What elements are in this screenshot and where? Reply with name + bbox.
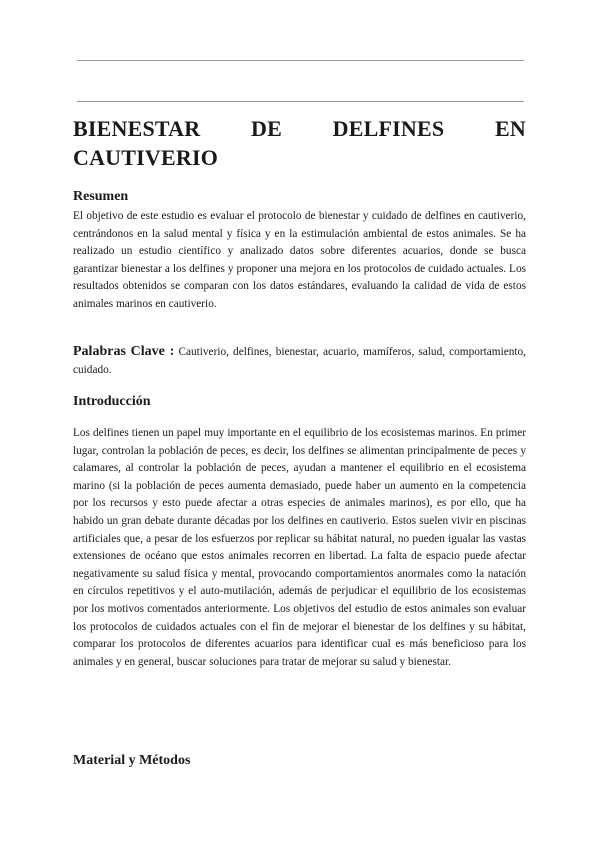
header-rule-bottom [77,101,524,102]
header-rule-top [77,60,524,61]
introduction-paragraph: Los delfines tienen un papel muy importante en el equilibrio de los ecosistemas marinos. En primer lugar, controlan la población de peces, es decir, los delfines se alimentan principalmente de peces y calamares, al controlar la población de peces, ayudan a mantener el equilibrio en el ecosistema marino (si la población de peces aumenta demasiado, puede haber un aumento en la competencia por los recursos y esto puede afectar a otras especies de animales marinos), es por ello, que ha habido un gran debate durante décadas por los delfines en cautiverio. Estos suelen vivir en piscinas artificiales que, a pesar de los esfuerzos por replicar su hábitat natural, no pueden igualar las vastas extensiones de océano que estos animales recorren en libertad. La falta de espacio puede afectar negativamente su salud física y mental, provocando comportamientos anormales como la natación en círculos repetitivos y el auto-mutilación, además de perjudicar el equilibrio de los ecosistemas por los motivos comentados anteriormente. Los objetivos del estudio de estos animales son evaluar los protocolos de cuidados actuales con el fin de mejorar el bienestar de los delfines y su hábitat, comparar los protocolos de diferentes acuarios para identificar cual es más beneficioso para los animales y en general, buscar soluciones para tratar de mejorar su salud y bienestar. [73,427,526,668]
title-word: DELFINES [332,116,445,141]
methods-heading: Material y Métodos [73,753,191,768]
title-word: BIENESTAR [73,116,201,141]
abstract-paragraph: El objetivo de este estudio es evaluar el protocolo de bienestar y cuidado de delfines en cautiverio, centrándonos en la salud mental y física y en la estimulación ambiental de estos animales. Se ha realizado un estudio científico y analizado datos sobre diferentes acuarios, donde se busca garantizar bienestar a los delfines y proponer una mejora en los protocolos de cuidado actuales. Los resultados obtenidos se comparan con los datos estándares, evaluando la calidad de vida de estos animales marinos en cautiverio. [73,210,526,310]
document-title [73,114,526,172]
keywords-text: Cautiverio, delfines, bienestar, acuario, mamíferos, salud, comportamiento, cuidado. [73,346,527,376]
keywords-label: Palabras Clave : [73,344,175,359]
abstract-heading: Resumen [73,189,129,204]
keywords-block [73,343,526,379]
title-line-2: CAUTIVERIO [73,145,219,170]
title-word: EN [495,116,526,141]
introduction-heading: Introducción [73,394,151,409]
title-word: DE [251,116,282,141]
title-line-1 [73,114,526,143]
